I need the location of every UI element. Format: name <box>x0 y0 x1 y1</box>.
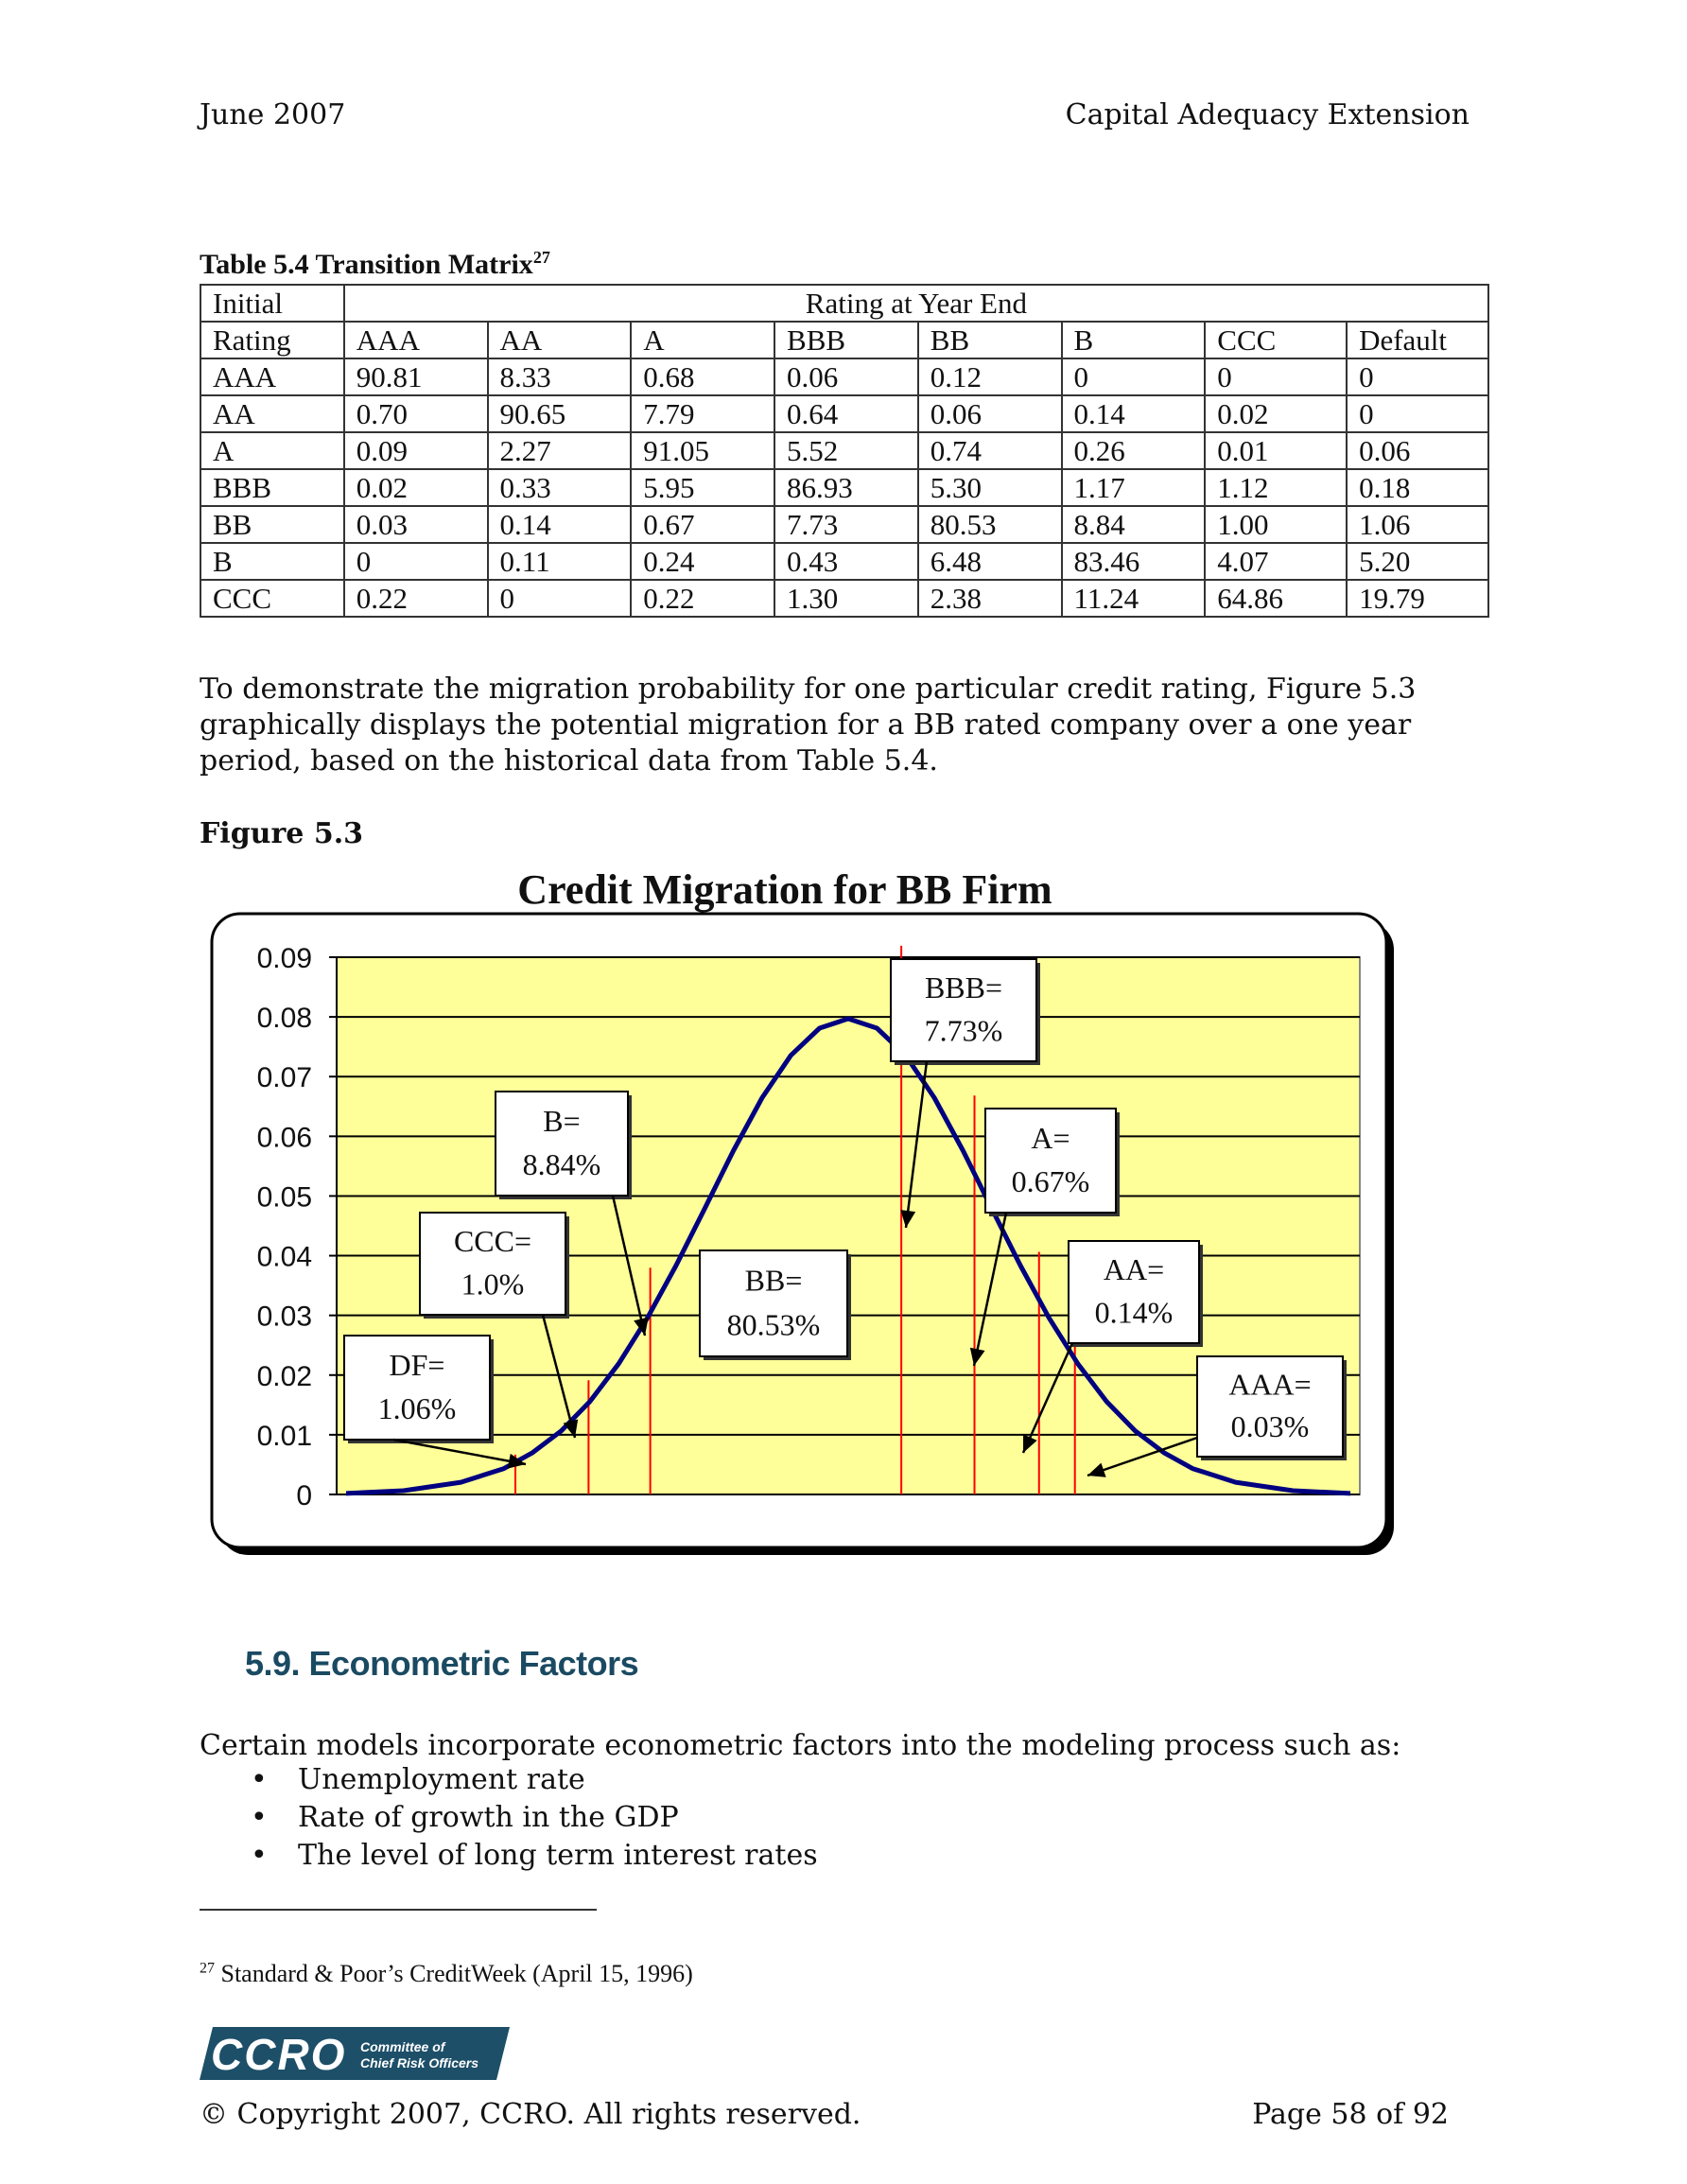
table-cell: 0 <box>1347 395 1488 432</box>
logo-line2: Chief Risk Officers <box>360 2055 479 2070</box>
list-item <box>200 1799 818 1837</box>
list-item <box>200 1837 818 1875</box>
table-cell: 6.48 <box>918 543 1062 580</box>
corner-top: Initial <box>200 285 344 322</box>
table-cell: 0.67 <box>631 506 774 543</box>
table-cell: 0.06 <box>1347 432 1488 469</box>
column-header: Default <box>1347 322 1488 358</box>
y-tick-label: 0.01 <box>256 1420 312 1452</box>
list-item-text: Rate of growth in the GDP <box>298 1801 679 1834</box>
annotation-label: AA= <box>1103 1252 1165 1287</box>
table-cell: 7.73 <box>774 506 918 543</box>
annotation-value: 1.0% <box>461 1267 525 1302</box>
annotation-label: BBB= <box>924 970 1003 1005</box>
table-cell: 0.09 <box>344 432 488 469</box>
table-cell: 7.79 <box>631 395 774 432</box>
y-tick-label: 0.07 <box>256 1062 312 1094</box>
footnote-ref: 27 <box>532 248 550 267</box>
table-cell: 86.93 <box>774 469 918 506</box>
footer-page-number: Page 58 of 92 <box>1252 2098 1449 2131</box>
span-header: Rating at Year End <box>344 285 1488 322</box>
annotation-label: CCC= <box>453 1224 532 1259</box>
y-tick-label: 0.09 <box>256 943 312 974</box>
corner-bottom: Rating <box>200 322 344 358</box>
table-cell: 5.95 <box>631 469 774 506</box>
column-header: B <box>1062 322 1206 358</box>
table-cell: 0 <box>488 580 632 617</box>
annotation-value: 1.06% <box>377 1391 457 1425</box>
table-cell: 4.07 <box>1205 543 1347 580</box>
table-cell: 0.11 <box>488 543 632 580</box>
table-cell: 0.02 <box>1205 395 1347 432</box>
table-cell: 0.06 <box>918 395 1062 432</box>
row-rating: AA <box>200 395 344 432</box>
body-paragraph-2: Certain models incorporate econometric factors into the modeling process such as: <box>200 1729 1401 1762</box>
table-caption-text: Table 5.4 Transition Matrix <box>200 249 533 280</box>
table-cell: 64.86 <box>1205 580 1347 617</box>
row-rating: BBB <box>200 469 344 506</box>
footnote <box>200 1960 693 1988</box>
table-cell: 90.65 <box>488 395 632 432</box>
footnote-text: Standard & Poor’s CreditWeek (April 15, 1996) <box>220 1960 693 1987</box>
table-cell: 0.14 <box>1062 395 1206 432</box>
column-header: BBB <box>774 322 918 358</box>
table-cell: 0.64 <box>774 395 918 432</box>
annotation-label: B= <box>543 1103 581 1138</box>
logo-line1: Committee of <box>360 2039 445 2054</box>
annotation-bb <box>700 1250 851 1360</box>
y-tick-label: 0.08 <box>256 1003 312 1035</box>
table-cell: 2.27 <box>488 432 632 469</box>
column-header: A <box>631 322 774 358</box>
table-cell: 1.17 <box>1062 469 1206 506</box>
table-cell: 0.03 <box>344 506 488 543</box>
table-cell: 8.84 <box>1062 506 1206 543</box>
table-cell: 19.79 <box>1347 580 1488 617</box>
row-rating: AAA <box>200 358 344 395</box>
y-tick-label: 0.05 <box>256 1181 312 1214</box>
ccro-logo <box>200 2027 512 2080</box>
column-header: AA <box>488 322 632 358</box>
table-cell: 0.24 <box>631 543 774 580</box>
table-cell: 2.38 <box>918 580 1062 617</box>
table-cell: 0.02 <box>344 469 488 506</box>
footnote-number: 27 <box>200 1960 215 1977</box>
table-cell: 11.24 <box>1062 580 1206 617</box>
y-tick-label: 0.04 <box>256 1241 312 1273</box>
table-cell: 0 <box>1062 358 1206 395</box>
annotation-label: BB= <box>744 1263 803 1298</box>
annotation-value: 0.67% <box>1011 1164 1090 1198</box>
annotation-label: A= <box>1031 1120 1070 1155</box>
bullet-dot: • <box>251 1801 268 1834</box>
body-paragraph: To demonstrate the migration probability for one particular credit rating, Figure 5.3 graphically displays the potential migration for a BB rated company over a one year period, based on the historical data from Table 5.4. <box>200 673 1417 778</box>
logo-acronym: CCRO <box>211 2030 347 2079</box>
table-cell: 0.43 <box>774 543 918 580</box>
annotation-value: 7.73% <box>924 1013 1003 1048</box>
y-tick-label: 0 <box>296 1480 312 1511</box>
annotation-value: 8.84% <box>522 1147 601 1181</box>
row-rating: BB <box>200 506 344 543</box>
table-cell: 0.74 <box>918 432 1062 469</box>
column-header: AAA <box>344 322 488 358</box>
table-cell: 0.01 <box>1205 432 1347 469</box>
y-tick-label: 0.02 <box>256 1360 312 1392</box>
table-cell: 90.81 <box>344 358 488 395</box>
annotation-value: 0.03% <box>1230 1408 1310 1443</box>
table-cell: 0 <box>1347 358 1488 395</box>
section-heading: 5.9. Econometric Factors <box>245 1644 639 1683</box>
row-rating: CCC <box>200 580 344 617</box>
table-cell: 80.53 <box>918 506 1062 543</box>
table-cell: 1.30 <box>774 580 918 617</box>
list-item <box>200 1761 818 1799</box>
table-cell: 1.06 <box>1347 506 1488 543</box>
footer-copyright: © Copyright 2007, CCRO. All rights reserved. <box>200 2098 861 2131</box>
table-cell: 0.22 <box>631 580 774 617</box>
table-cell: 0.06 <box>774 358 918 395</box>
chart-title: Credit Migration for BB Firm <box>517 866 1052 913</box>
figure-caption: Figure 5.3 <box>200 817 364 850</box>
table-cell: 5.30 <box>918 469 1062 506</box>
table-cell: 8.33 <box>488 358 632 395</box>
table-cell: 0.22 <box>344 580 488 617</box>
annotation-value: 80.53% <box>726 1307 821 1342</box>
header-title: Capital Adequacy Extension <box>1065 98 1470 131</box>
row-rating: A <box>200 432 344 469</box>
table-cell: 91.05 <box>631 432 774 469</box>
table-cell: 1.00 <box>1205 506 1347 543</box>
table-cell: 1.12 <box>1205 469 1347 506</box>
column-header: BB <box>918 322 1062 358</box>
bullet-dot: • <box>251 1839 268 1872</box>
table-cell: 0.14 <box>488 506 632 543</box>
table-cell: 0 <box>1205 358 1347 395</box>
row-rating: B <box>200 543 344 580</box>
table-cell: 83.46 <box>1062 543 1206 580</box>
table-cell: 0.18 <box>1347 469 1488 506</box>
table-cell: 5.52 <box>774 432 918 469</box>
table-cell: 0.68 <box>631 358 774 395</box>
table-cell: 0 <box>344 543 488 580</box>
header-date: June 2007 <box>200 98 346 131</box>
table-cell: 0.33 <box>488 469 632 506</box>
table-cell: 0.26 <box>1062 432 1206 469</box>
table-cell: 0.70 <box>344 395 488 432</box>
y-tick-label: 0.03 <box>256 1301 312 1333</box>
table-cell: 0.12 <box>918 358 1062 395</box>
y-tick-label: 0.06 <box>256 1122 312 1154</box>
annotation-label: DF= <box>389 1347 445 1382</box>
bullet-dot: • <box>251 1763 268 1796</box>
annotation-label: AAA= <box>1228 1367 1312 1402</box>
bullet-list <box>200 1761 818 1875</box>
footnote-rule <box>200 1909 597 1911</box>
column-header: CCC <box>1205 322 1347 358</box>
list-item-text: The level of long term interest rates <box>298 1839 818 1872</box>
list-item-text: Unemployment rate <box>298 1763 585 1796</box>
table-cell: 5.20 <box>1347 543 1488 580</box>
annotation-value: 0.14% <box>1094 1295 1174 1330</box>
